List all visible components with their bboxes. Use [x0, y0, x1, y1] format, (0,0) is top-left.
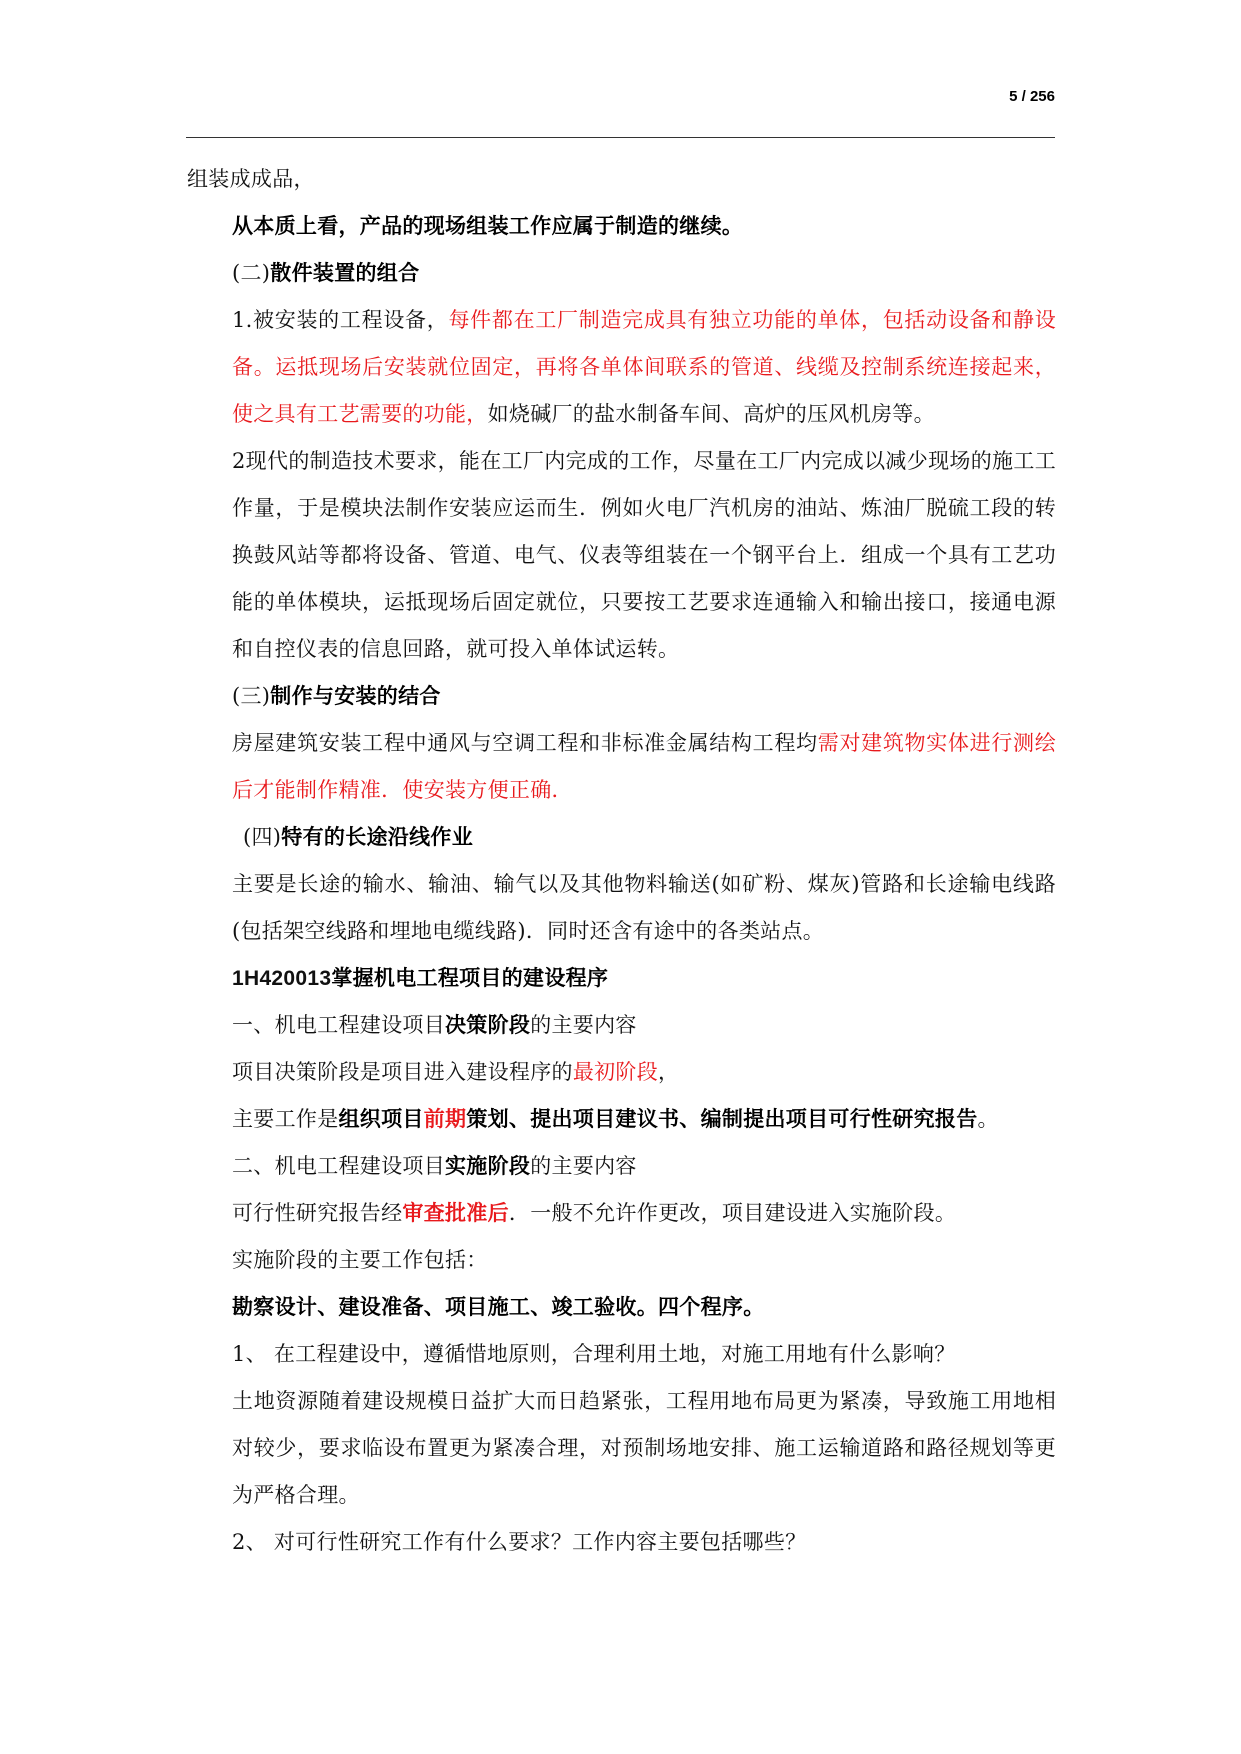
question: 1、 在工程建设中，遵循惜地原则，合理利用土地，对施工用地有什么影响？ [232, 1342, 956, 1366]
paragraph: 土地资源随着建设规模日益扩大而日趋紧张，工程用地布局更为紧凑，导致施工用地相对较少，要求临设布置更为紧凑合理，对预制场地安排、施工运输道路和路径规划等更为严格合理。 [232, 1389, 1056, 1507]
bold-paragraph: 从本质上看，产品的现场组装工作应属于制造的继续。 [232, 214, 744, 238]
paragraph [187, 1049, 1056, 1096]
text-run: 的主要内容 [530, 1013, 637, 1037]
topic-title: 掌握机电工程项目的建设程序 [331, 966, 609, 990]
paragraph [187, 1096, 1056, 1143]
text-run: 1.被安装的工程设备， [232, 308, 449, 332]
section-number: (二) [232, 261, 271, 285]
bold-term: 决策阶段 [445, 1013, 531, 1037]
text-run: ， [658, 1060, 680, 1084]
text-run: 房屋建筑安装工程中通风与空调工程和非标准金属结构工程均 [232, 731, 818, 755]
text-run: 一、机电工程建设项目 [232, 1013, 445, 1037]
highlight-text: 每件都在工厂制造完成具有独立功能的单体，包括动设备和静设备。运抵现场后安装就位固定，再将各单体间联系的管道、线缆及控制系统连接起来，使之具有工艺需要的功能， [232, 308, 1056, 426]
bold-paragraph: 勘察设计、建设准备、项目施工、竣工验收。四个程序。 [232, 1295, 765, 1319]
section-heading [187, 814, 1056, 861]
paragraph: 实施阶段的主要工作包括： [232, 1248, 488, 1272]
text-run: 。 [977, 1107, 999, 1131]
highlight-bold-text: 前期 [423, 1107, 467, 1131]
paragraph [187, 1002, 1056, 1049]
topic-code: 1H420013 [232, 967, 332, 990]
header-rule [186, 137, 1055, 138]
highlight-bold-text: 审查批准后 [402, 1201, 509, 1225]
text-run: 二、机电工程建设项目 [232, 1154, 445, 1178]
text-run: ．一般不允许作更改，项目建设进入实施阶段。 [508, 1201, 957, 1225]
paragraph: 2现代的制造技术要求，能在工厂内完成的工作，尽量在工厂内完成以减少现场的施工工作量，于是模块法制作安装应运而生．例如火电厂汽机房的油站、炼油厂脱硫工段的转换鼓风站等都将设备、管道、电气、仪表等组装在一个钢平台上．组成一个具有工艺功能的单体模块，运抵现场后固定就位，只要按工艺要求连通输入和输出接口，接通电源和自控仪表的信息回路，就可投入单体试运转。 [232, 449, 1056, 661]
section-title: 特有的长途沿线作业 [281, 825, 473, 849]
section-heading [187, 250, 1056, 297]
paragraph [187, 1190, 1056, 1237]
paragraph: 主要是长途的输水、输油、输气以及其他物料输送(如矿粉、煤灰)管路和长途输电线路(包括架空线路和埋地电缆线路)．同时还含有途中的各类站点。 [232, 872, 1056, 943]
paragraph [187, 297, 1056, 438]
text-run: 主要工作是 [232, 1107, 339, 1131]
page-number: 5 / 256 [1009, 88, 1055, 105]
question: 2、 对可行性研究工作有什么要求？工作内容主要包括哪些？ [232, 1530, 807, 1554]
text-run: 项目决策阶段是项目进入建设程序的 [232, 1060, 573, 1084]
text-run: 可行性研究报告经 [232, 1201, 403, 1225]
text-run: 如烧碱厂的盐水制备车间、高炉的压风机房等。 [487, 402, 935, 426]
bold-term: 策划、提出项目建议书、编制提出项目可行性研究报告 [466, 1107, 978, 1131]
paragraph [187, 720, 1056, 814]
section-heading [187, 673, 1056, 720]
highlight-text: 最初阶段 [572, 1060, 659, 1084]
document-body [187, 156, 1056, 1566]
highlight-text: 需对建筑物实体进行测绘后才能制作精准．使安装方便正确． [232, 731, 1056, 802]
text-run: 的主要内容 [530, 1154, 637, 1178]
paragraph: 组装成成品， [187, 167, 315, 191]
section-title: 散件装置的组合 [270, 261, 420, 285]
bold-term: 组织项目 [338, 1107, 424, 1131]
bold-term: 实施阶段 [445, 1154, 531, 1178]
paragraph [187, 1143, 1056, 1190]
section-number: (三) [232, 684, 271, 708]
section-number: (四) [243, 825, 282, 849]
topic-heading [187, 955, 1056, 1002]
section-title: 制作与安装的结合 [270, 684, 441, 708]
